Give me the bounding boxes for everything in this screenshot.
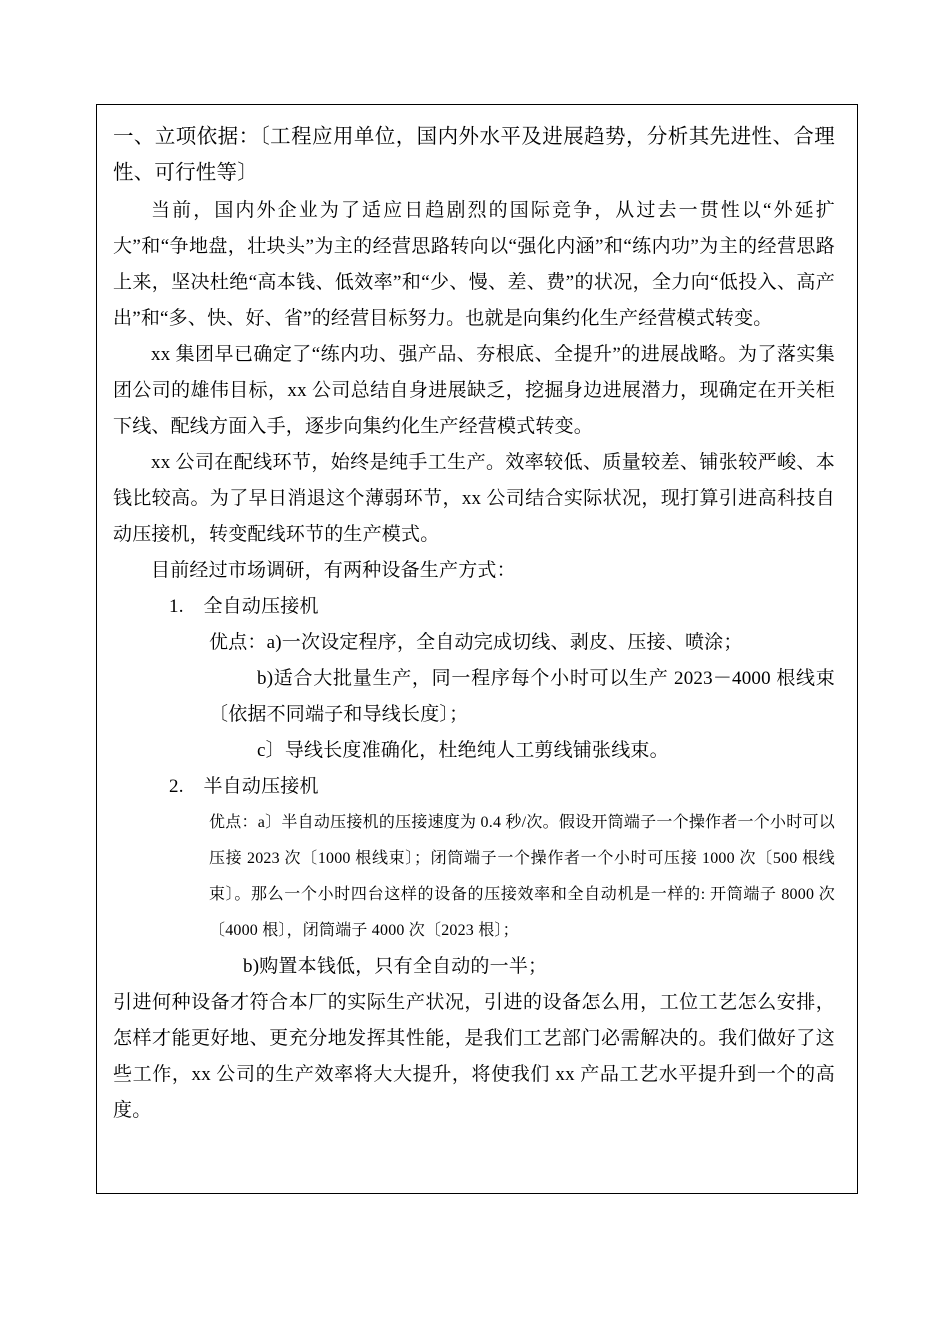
paragraph-4: 目前经过市场调研，有两种设备生产方式： <box>151 560 516 581</box>
list-title-1: 全自动压接机 <box>203 596 319 617</box>
list-1-point-a: 优点：a)一次设定程序，全自动完成切线、剥皮、压接、喷涂； <box>209 632 743 653</box>
list-title-2: 半自动压接机 <box>203 776 319 797</box>
list-1-point-b: b)适合大批量生产，同一程序每个小时可以生产 2023－4000 根线束〔依据不同端子和导线长度〕； <box>209 668 835 725</box>
paragraph-2: xx 集团早已确定了“练内功、强产品、夯根底、全提升”的进展战略。为了落实集团公司的雄伟目标，xx 公司总结自身进展缺乏，挖掘身边进展潜力，现确定在开关柜下线、配线方面入手，逐步向集约化生产经营模式转变。 <box>113 344 835 437</box>
list-item <box>113 769 835 805</box>
list-marker-1: 1. <box>169 596 184 617</box>
document-content-frame <box>96 104 858 1194</box>
paragraph-3: xx 公司在配线环节，始终是纯手工生产。效率较低、质量较差、铺张较严峻、本钱比较高。为了早日消退这个薄弱环节，xx 公司结合实际状况，现打算引进高科技自动压接机，转变配线环节的生产模式。 <box>113 452 835 545</box>
list-2-point-a: 优点：a〕半自动压接机的压接速度为 0.4 秒/次。假设开筒端子一个操作者一个小时可以压接 2023 次〔1000 根线束〕；闭筒端子一个操作者一个小时可压接 1000 次〔500 根线束〕。那么一个小时四台这样的设备的压接效率和全自动机是一样的: 开筒端子 8000 次〔4000 根〕，闭筒端子 4000 次〔2023 根〕； <box>209 814 835 939</box>
list-1-point-c: c〕导线长度准确化，杜绝纯人工剪线铺张线束。 <box>257 740 669 761</box>
list-2-point-b: b)购置本钱低，只有全自动的一半； <box>243 956 548 977</box>
paragraph-1: 当前，国内外企业为了适应日趋剧烈的国际竞争，从过去一贯性以“外延扩大”和“争地盘，壮块头”为主的经营思路转向以“强化内涵”和“练内功”为主的经营思路上来，坚决杜绝“高本钱、低效率”和“少、慢、差、费”的状况，全力向“低投入、高产出”和“多、快、好、省”的经营目标努力。也就是向集约化生产经营模式转变。 <box>113 200 835 329</box>
closing-paragraph: 引进何种设备才符合本厂的实际生产状况，引进的设备怎么用，工位工艺怎么安排，怎样才能更好地、更充分地发挥其性能，是我们工艺部门必需解决的。我们做好了这些工作，xx 公司的生产效率将大大提升，将使我们 xx 产品工艺水平提升到一个的高度。 <box>113 992 835 1121</box>
list-marker-2: 2. <box>169 776 184 797</box>
section-heading: 一、立项依据：〔工程应用单位，国内外水平及进展趋势，分析其先进性、合理性、可行性等〕 <box>113 126 835 184</box>
list-item <box>113 589 835 625</box>
